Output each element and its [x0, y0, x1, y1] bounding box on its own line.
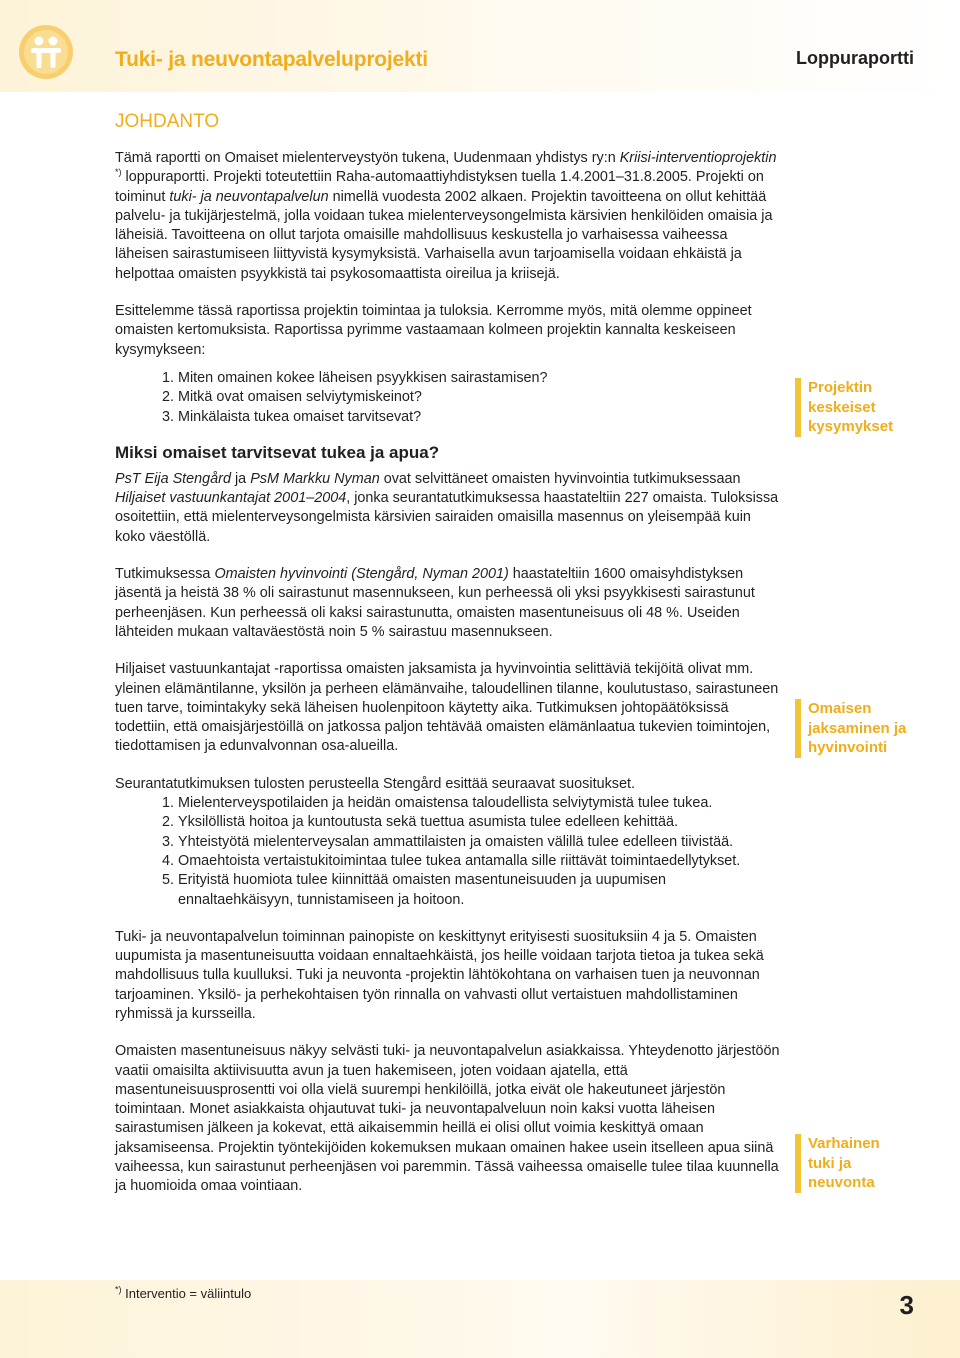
why-paragraph-4: Seurantatutkimuksen tulosten perusteella Stengård esittää seuraavat suositukset.: [115, 775, 635, 792]
main-content: [115, 110, 785, 1197]
list-item: 1. Miten omainen kokee läheisen psyykkisen sairastamisen?: [178, 369, 785, 388]
list-item: 3. Yhteistyötä mielenterveysalan ammattilaisten ja omaisten välillä tulee edelleen tiivistää.: [178, 833, 785, 852]
why-paragraph-2: Tutkimuksessa Omaisten hyvinvointi (Stengård, Nyman 2001) haastateltiin 1600 omaisyhdistyksen jäsentä ja heistä 38 % oli sairastunut masennukseen, kun perheessä oli yksi psyykkisesti sairastunut perheenjäsen. Kun perheessä oli kaksi sairastunutta, omaisten masentuneisuus oli 48 %. Useiden lähteiden mukaan valtaväestöstä noin 5 % sairastuu masennukseen.: [115, 566, 755, 640]
why-paragraph-5: Tuki- ja neuvontapalvelun toiminnan painopiste on keskittynyt erityisesti suosituksiin 4 ja 5. Omaisten uupumista ja masentuneisuutta voidaan ennaltaehkäistä, jos heille voidaan tarjota tietoa ja tukea sekä mahdollisuus tulla kuulluksi. Tuki ja neuvonta -projektin lähtökohtana on varhaisen tuen ja neuvonnan tarjoaminen. Yksilö- ja perhekohtaisen työn rinnalla on vahvasti ollut vertaistuen mahdollistaminen ryhmissä ja kursseilla.: [115, 928, 764, 1022]
intro-paragraph-1: Tämä raportti on Omaiset mielenterveystyön tukena, Uudenmaan yhdistys ry:n Kriisi-interventioprojektin *) loppuraportti. Projekti toteutettiin Raha-automaattiyhdistyksen tuella 1.4.2001–31.8.2005. Projekti on toiminut tuki- ja neuvontapalvelun nimellä vuodesta 2002 alkaen. Projektin tavoitteena on ollut kehittää palvelu- ja tukijärjestelmä, jolla voidaan tukea mielenterveysongelmista kärsivien henkilöiden omaisia ja läheisiä. Tavoitteena on ollut tarjota omaisille mahdollisuus keskustella jo varhaisessa vaiheessa läheisen sairastumiseen liittyvistä kysymyksistä. Varhaisella avun tarjoamisella voidaan ehkäistä ja helpottaa omaisten psyykkistä tai psykosomaattista oireilua ja kriisejä.: [115, 150, 777, 282]
sidenote-key-questions: Projektin keskeiset kysymykset: [795, 378, 938, 437]
why-paragraph-3: Hiljaiset vastuunkantajat -raportissa omaisten jaksamista ja hyvinvointia selittäviä tekijöitä olivat mm. yleinen elämäntilanne, yksilön ja perheen elämänvaihe, taloudellinen tilanne, koulutustaso, sairastuneen tuen tarve, toimintakyky sekä läheisen huolenpitoon käytetty aika. Tutkimuksen johtopäätöksissä todettiin, että omaisjärjestöillä on jatkossa paljon tehtävää omaisten elämänlaatua tukevien toimintojen, tiedottamisen ja edunvalvonnan osa-alueilla.: [115, 661, 779, 755]
why-paragraph-6: Omaisten masentuneisuus näkyy selvästi tuki- ja neuvontapalvelun asiakkaissa. Yhteydenotto järjestöön vaatii omaisilta aktiivisuutta avun ja tuen hakemiseen, joten voidaan ajatella, että masentuneisuusprosentti voi olla vielä suurempi henkilöillä, jotka eivät ole hakeutuneet järjestön toimintaan. Monet asiakkaista ohjautuvat tuki- ja neuvontapalveluun noin kaksi vuotta läheisen sairastumisen jälkeen ja kokevat, että aikaisemmin heillä ei olisi ollut voimia keskittyä omaan jaksamiseensa. Projektin työntekijöiden kokemuksen mukaan omainen hakee usein itselleen apua siinä vaiheessa, kun sairastunut perheenjäsen voi paremmin. Tässä vaiheessa omaiselle tulee tilaa kuunnella ja huomioida omaa vointiaan.: [115, 1043, 780, 1195]
list-item: 4. Omaehtoista vertaistukitoimintaa tulee tukea antamalla sille riittävät toimintaedellytykset.: [178, 852, 785, 871]
intro-heading: JOHDANTO: [115, 111, 220, 132]
sidenote-wellbeing: Omaisen jaksaminen ja hyvinvointi: [795, 699, 938, 758]
tn-logo-icon: [18, 24, 74, 80]
questions-list: [115, 369, 785, 427]
document-title: Tuki- ja neuvontapalveluprojekti: [115, 48, 428, 71]
footnote: *) Interventio = väliintulo: [115, 1284, 252, 1301]
list-item: 3. Minkälaista tukea omaiset tarvitsevat?: [178, 408, 785, 427]
page-header: [0, 0, 960, 92]
sidenote-early-support: Varhainen tuki ja neuvonta: [795, 1134, 938, 1193]
recommendations-list: [115, 794, 785, 910]
page-number: 3: [899, 1290, 914, 1320]
intro-paragraph-2: Esittelemme tässä raportissa projektin toimintaa ja tuloksia. Kerromme myös, mitä olemme oppineet omaisten kertomuksista. Raportissa pyrimme vastaamaan kolmeen projektin kannalta keskeiseen kysymykseen:: [115, 303, 752, 358]
report-type: Loppuraportti: [796, 48, 914, 68]
list-item: 1. Mielenterveyspotilaiden ja heidän omaistensa taloudellista selviytymistä tulee tukea.: [178, 794, 785, 813]
why-paragraph-1: PsT Eija Stengård ja PsM Markku Nyman ovat selvittäneet omaisten hyvinvointia tutkimuksessaan Hiljaiset vastuunkantajat 2001–2004, jonka seurantatutkimuksessa haastateltiin 227 omaista. Tuloksissa osoitettiin, että mielenterveysongelmista kärsivien sairaiden omaisilla masennus on yleisempää kuin koko väestöllä.: [115, 470, 779, 545]
why-heading: Miksi omaiset tarvitsevat tukea ja apua?: [115, 442, 440, 462]
list-item: 2. Mitkä ovat omaisen selviytymiskeinot?: [178, 388, 785, 407]
list-item: 5. Erityistä huomiota tulee kiinnittää omaisten masentuneisuuden ja uupumisen ennaltaehkäisyyn, tunnistamiseen ja hoitoon.: [178, 871, 785, 910]
list-item: 2. Yksilöllistä hoitoa ja kuntoutusta sekä tuettua asumista tulee edelleen kehittää.: [178, 813, 785, 832]
